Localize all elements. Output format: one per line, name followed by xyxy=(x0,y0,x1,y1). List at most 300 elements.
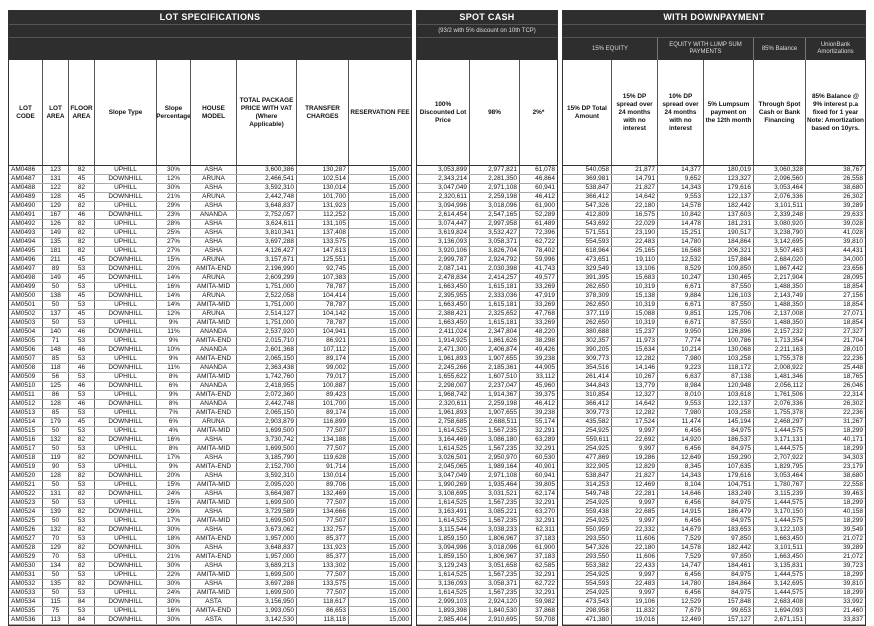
table-row xyxy=(563,499,865,508)
cell-amortization: 18,854 xyxy=(805,319,865,327)
table-row xyxy=(417,382,557,391)
cell-house-model: ARUNA xyxy=(190,274,236,282)
table-row xyxy=(417,391,557,400)
cell-price-98: 2,977,821 xyxy=(469,166,519,174)
cell-floor-area: 53 xyxy=(68,481,94,489)
cell-lot-area: 50 xyxy=(42,301,68,309)
table-row xyxy=(417,490,557,499)
cell-lumpsum-12th-month: 184,864 xyxy=(703,580,753,588)
cell-slope-type: DOWNHILL xyxy=(94,508,156,516)
cell-price-2: 59,996 xyxy=(519,256,557,264)
cell-lot-area: 50 xyxy=(42,427,68,435)
cell-price-2: 61,900 xyxy=(519,544,557,552)
cell-lot-code: AM0534 xyxy=(11,598,36,605)
cell-lot-area: 115 xyxy=(42,598,68,606)
cell-discounted-lot-price: 3,094,996 xyxy=(438,544,467,551)
cell-transfer-charges: 91,714 xyxy=(296,463,348,471)
cell-lot-code: AM0514 xyxy=(11,418,36,425)
cell-spot-cash-or-bank: 1,444,575 xyxy=(753,517,805,525)
cell-spot-cash-or-bank: 3,122,103 xyxy=(753,526,805,534)
cell-lot-code: AM0495 xyxy=(11,247,36,254)
cell-dp-10-spread: 9,553 xyxy=(657,400,703,408)
cell-discounted-lot-price: 1,968,742 xyxy=(438,391,467,398)
cell-dp-10-spread: 7,980 xyxy=(657,355,703,363)
cell-spot-cash-or-bank: 3,101,511 xyxy=(753,202,805,210)
cell-slope-percentage: 21% xyxy=(156,193,190,201)
cell-lot-area: 71 xyxy=(42,337,68,345)
cell-house-model: ANANDA xyxy=(190,211,236,219)
table-row xyxy=(417,535,557,544)
table-row xyxy=(9,265,411,274)
cell-dp-15-spread: 15,138 xyxy=(611,292,657,300)
cell-price-98: 3,532,427 xyxy=(469,229,519,237)
cell-lot-area: 128 xyxy=(42,193,68,201)
table-row xyxy=(9,544,411,553)
cell-dp-10-spread: 14,377 xyxy=(657,166,703,174)
table-row xyxy=(417,256,557,265)
cell-lumpsum-12th-month: 84,975 xyxy=(703,445,753,453)
cell-spot-cash-or-bank: 2,339,248 xyxy=(753,211,805,219)
cell-transfer-charges: 85,377 xyxy=(296,553,348,561)
cell-price-98: 3,018,096 xyxy=(469,202,519,210)
cell-slope-percentage: 8% xyxy=(156,373,190,381)
cell-lot-code: AM0511 xyxy=(11,391,35,398)
cell-dp-10-spread: 10,214 xyxy=(657,346,703,354)
cell-floor-area: 45 xyxy=(68,292,94,300)
cell-spot-cash-or-bank: 1,444,575 xyxy=(753,589,805,597)
cell-dp-10-spread: 9,851 xyxy=(657,310,703,318)
cell-slope-type: UPHILL xyxy=(94,391,156,399)
table-row xyxy=(417,508,557,517)
cell-house-model: AMITA-END xyxy=(190,391,236,399)
cell-price-98: 1,989,164 xyxy=(469,463,519,471)
table-row xyxy=(563,427,865,436)
cell-dp-15-spread: 14,146 xyxy=(611,364,657,372)
cell-dp-10-spread: 6,671 xyxy=(657,319,703,327)
cell-lot-area: 125 xyxy=(42,382,68,390)
cell-discounted-lot-price: 1,859,150 xyxy=(438,553,467,560)
cell-reservation-fee: 15,000 xyxy=(348,418,411,426)
table-row xyxy=(9,598,411,607)
cell-dp-15-spread: 14,642 xyxy=(611,400,657,408)
cell-amortization: 22,236 xyxy=(805,355,865,363)
cell-price-98: 2,414,257 xyxy=(469,274,519,282)
cell-dp-total-amount: 412,809 xyxy=(585,211,609,218)
cell-lumpsum-12th-month: 122,137 xyxy=(703,400,753,408)
table-row xyxy=(563,616,865,625)
cell-discounted-lot-price: 3,053,899 xyxy=(438,166,467,173)
cell-lot-code: AM0496 xyxy=(11,256,36,263)
table-row xyxy=(563,229,865,238)
cell-spot-cash-or-bank: 1,444,575 xyxy=(753,445,805,453)
table-row xyxy=(9,238,411,247)
cell-total-package-price: 3,156,950 xyxy=(236,598,296,606)
cell-price-2: 39,238 xyxy=(519,409,557,417)
cell-price-2: 47,919 xyxy=(519,292,557,300)
cell-dp-10-spread: 6,456 xyxy=(657,517,703,525)
cell-house-model: AMITA-MID xyxy=(190,283,236,291)
cell-amortization: 29,633 xyxy=(805,211,865,219)
cell-amortization: 28,010 xyxy=(805,346,865,354)
cell-slope-percentage: 30% xyxy=(156,580,190,588)
cell-amortization: 18,854 xyxy=(805,283,865,291)
cell-lumpsum-12th-month: 179,616 xyxy=(703,184,753,192)
cell-lot-code: AM0500 xyxy=(11,292,36,299)
table-row xyxy=(417,292,557,301)
table-row xyxy=(9,310,411,319)
cell-floor-area: 53 xyxy=(68,373,94,381)
cell-dp-total-amount: 547,326 xyxy=(585,202,609,209)
cell-dp-total-amount: 559,611 xyxy=(585,436,609,443)
table-row xyxy=(563,517,865,526)
cell-amortization: 22,314 xyxy=(805,391,865,399)
table-row xyxy=(563,400,865,409)
cell-discounted-lot-price: 2,388,421 xyxy=(438,310,467,317)
cell-floor-area: 82 xyxy=(68,247,94,255)
cell-transfer-charges: 92,745 xyxy=(296,265,348,273)
cell-reservation-fee: 15,000 xyxy=(348,166,411,174)
cell-floor-area: 82 xyxy=(68,436,94,444)
cell-slope-type: DOWNHILL xyxy=(94,616,156,624)
table-row xyxy=(9,355,411,364)
cell-house-model: ASHA xyxy=(190,238,236,246)
cell-total-package-price: 2,095,020 xyxy=(236,481,296,489)
cell-dp-10-spread: 6,637 xyxy=(657,373,703,381)
cell-spot-cash-or-bank: 1,780,767 xyxy=(753,481,805,489)
column-header-lumpsum-12th-month: 5% Lumpsum payment on the 12th month xyxy=(703,60,753,165)
cell-price-98: 3,031,521 xyxy=(469,490,519,498)
cell-spot-cash-or-bank: 1,444,575 xyxy=(753,427,805,435)
cell-amortization: 21,460 xyxy=(805,607,865,615)
cell-amortization: 18,854 xyxy=(805,301,865,309)
cell-slope-type: DOWNHILL xyxy=(94,310,156,318)
cell-lot-code: AM0488 xyxy=(11,184,36,191)
cell-total-package-price: 3,697,288 xyxy=(236,238,296,246)
cell-lot-area: 137 xyxy=(42,310,68,318)
cell-price-2: 33,269 xyxy=(519,301,557,309)
cell-dp-15-spread: 23,190 xyxy=(611,229,657,237)
cell-discounted-lot-price: 2,298,007 xyxy=(438,382,467,389)
table-row xyxy=(9,418,411,427)
cell-dp-total-amount: 538,847 xyxy=(585,472,609,479)
table-row xyxy=(563,310,865,319)
cell-lot-code: AM0526 xyxy=(11,526,36,533)
cell-lot-code: AM0515 xyxy=(11,427,36,434)
cell-amortization: 39,028 xyxy=(805,220,865,228)
cell-slope-percentage: 24% xyxy=(156,589,190,597)
cell-slope-type: DOWNHILL xyxy=(94,490,156,498)
cell-transfer-charges: 131,923 xyxy=(296,544,348,552)
cell-amortization: 27,071 xyxy=(805,310,865,318)
table-row xyxy=(417,166,557,175)
table-row xyxy=(9,472,411,481)
cell-price-98: 1,607,510 xyxy=(469,373,519,381)
cell-price-2: 38,298 xyxy=(519,337,557,345)
cell-spot-cash-or-bank: 1,488,350 xyxy=(753,319,805,327)
cell-price-2: 62,585 xyxy=(519,562,557,570)
cell-total-package-price: 2,418,955 xyxy=(236,382,296,390)
cell-total-package-price: 3,157,671 xyxy=(236,256,296,264)
cell-total-package-price: 2,196,990 xyxy=(236,265,296,273)
cell-lumpsum-12th-month: 97,850 xyxy=(703,535,753,543)
cell-price-98: 2,185,361 xyxy=(469,364,519,372)
cell-lot-code: AM0489 xyxy=(11,193,36,200)
cell-slope-percentage: 25% xyxy=(156,229,190,237)
cell-lot-code: AM0536 xyxy=(11,616,36,623)
cell-amortization: 33,837 xyxy=(805,616,865,624)
column-header-transfer-charges: TRANSFER CHARGES xyxy=(296,60,348,165)
cell-price-2: 32,291 xyxy=(519,571,557,579)
cell-house-model: ASHA xyxy=(190,166,236,174)
cell-house-model: ASTA xyxy=(190,616,236,624)
cell-floor-area: 45 xyxy=(68,193,94,201)
cell-lot-code: AM0524 xyxy=(11,508,36,515)
cell-reservation-fee: 15,000 xyxy=(348,400,411,408)
cell-price-2: 59,708 xyxy=(519,616,557,624)
cell-discounted-lot-price: 1,614,525 xyxy=(438,427,467,434)
cell-amortization: 38,680 xyxy=(805,472,865,480)
table-row xyxy=(417,463,557,472)
cell-spot-cash-or-bank: 2,137,008 xyxy=(753,310,805,318)
cell-spot-cash-or-bank: 1,488,350 xyxy=(753,301,805,309)
cell-lot-area: 50 xyxy=(42,445,68,453)
cell-slope-type: UPHILL xyxy=(94,553,156,561)
cell-lot-area: 50 xyxy=(42,571,68,579)
cell-price-2: 60,941 xyxy=(519,184,557,192)
cell-price-2: 61,900 xyxy=(519,202,557,210)
cell-house-model: AMITA-MID xyxy=(190,499,236,507)
cell-slope-type: UPHILL xyxy=(94,607,156,615)
cell-discounted-lot-price: 1,990,269 xyxy=(438,481,467,488)
cell-spot-cash-or-bank: 3,053,464 xyxy=(753,472,805,480)
cell-slope-percentage: 16% xyxy=(156,283,190,291)
cell-lumpsum-12th-month: 123,327 xyxy=(703,175,753,183)
cell-house-model: ASHA xyxy=(190,490,236,498)
cell-lot-area: 128 xyxy=(42,472,68,480)
cell-spot-cash-or-bank: 1,444,575 xyxy=(753,499,805,507)
table-row xyxy=(417,589,557,598)
cell-lot-code: AM0520 xyxy=(11,472,36,479)
cell-transfer-charges: 104,941 xyxy=(296,328,348,336)
cell-dp-10-spread: 14,578 xyxy=(657,202,703,210)
cell-dp-total-amount: 254,925 xyxy=(585,499,609,506)
cell-amortization: 39,463 xyxy=(805,490,865,498)
cell-reservation-fee: 15,000 xyxy=(348,445,411,453)
cell-reservation-fee: 15,000 xyxy=(348,571,411,579)
cell-transfer-charges: 107,112 xyxy=(296,346,348,354)
cell-price-98: 1,567,235 xyxy=(469,427,519,435)
column-header-price-98: 98% xyxy=(469,60,519,165)
table-row xyxy=(417,229,557,238)
cell-slope-percentage: 17% xyxy=(156,454,190,462)
cell-lumpsum-12th-month: 130,465 xyxy=(703,274,753,282)
cell-transfer-charges: 77,507 xyxy=(296,499,348,507)
cell-amortization: 38,680 xyxy=(805,184,865,192)
column-header-dp-total-amount: 15% DP Total Amount xyxy=(567,104,607,120)
cell-reservation-fee: 15,000 xyxy=(348,211,411,219)
cell-lumpsum-12th-month: 186,537 xyxy=(703,436,753,444)
cell-transfer-charges: 107,383 xyxy=(296,274,348,282)
cell-dp-10-spread: 12,469 xyxy=(657,616,703,624)
cell-transfer-charges: 132,757 xyxy=(296,526,348,534)
cell-price-2: 39,805 xyxy=(519,481,557,489)
table-row xyxy=(563,328,865,337)
cell-reservation-fee: 15,000 xyxy=(348,508,411,516)
cell-dp-10-spread: 14,478 xyxy=(657,220,703,228)
cell-slope-type: UPHILL xyxy=(94,283,156,291)
cell-house-model: ASHA xyxy=(190,454,236,462)
cell-price-98: 3,085,221 xyxy=(469,508,519,516)
cell-slope-type: UPHILL xyxy=(94,517,156,525)
cell-slope-type: UPHILL xyxy=(94,319,156,327)
cell-price-98: 1,567,235 xyxy=(469,589,519,597)
cell-floor-area: 82 xyxy=(68,454,94,462)
cell-discounted-lot-price: 3,129,243 xyxy=(438,562,467,569)
cell-dp-total-amount: 354,516 xyxy=(585,364,609,371)
cell-house-model: AMITA-MID xyxy=(190,571,236,579)
table-row xyxy=(9,220,411,229)
cell-floor-area: 53 xyxy=(68,391,94,399)
table-row xyxy=(563,184,865,193)
cell-price-2: 47,768 xyxy=(519,310,557,318)
cell-lot-area: 50 xyxy=(42,481,68,489)
cell-transfer-charges: 116,899 xyxy=(296,418,348,426)
cell-spot-cash-or-bank: 2,157,232 xyxy=(753,328,805,336)
cell-price-98: 2,547,165 xyxy=(469,211,519,219)
downpayment-header-row xyxy=(563,60,865,166)
cell-house-model: AMITA-MID xyxy=(190,589,236,597)
cell-total-package-price: 2,442,748 xyxy=(236,193,296,201)
cell-transfer-charges: 147,613 xyxy=(296,247,348,255)
cell-transfer-charges: 133,575 xyxy=(296,238,348,246)
column-header-floor-area: FLOOR AREA xyxy=(68,60,94,165)
table-row xyxy=(417,310,557,319)
cell-lot-area: 131 xyxy=(42,490,68,498)
cell-floor-area: 82 xyxy=(68,166,94,174)
cell-lot-area: 122 xyxy=(42,184,68,192)
cell-lumpsum-12th-month: 157,884 xyxy=(703,256,753,264)
cell-discounted-lot-price: 2,985,404 xyxy=(438,616,467,623)
cell-lumpsum-12th-month: 183,653 xyxy=(703,526,753,534)
cell-amortization: 23,656 xyxy=(805,265,865,273)
cell-price-98: 1,840,530 xyxy=(469,607,519,615)
lot-table-body xyxy=(9,166,411,625)
cell-floor-area: 82 xyxy=(68,562,94,570)
cell-floor-area: 46 xyxy=(68,400,94,408)
cell-total-package-price: 1,699,500 xyxy=(236,589,296,597)
cell-dp-15-spread: 9,997 xyxy=(611,427,657,435)
cell-total-package-price: 2,514,127 xyxy=(236,310,296,318)
cell-total-package-price: 2,363,438 xyxy=(236,364,296,372)
cell-reservation-fee: 15,000 xyxy=(348,535,411,543)
cell-total-package-price: 1,699,500 xyxy=(236,571,296,579)
cell-lot-code: AM0505 xyxy=(11,337,36,344)
column-header-amortization: 85% Balance @ 9% interest p.a fixed for 1 year Note: Amortization based on 10yrs. xyxy=(805,60,865,165)
cell-price-2: 61,078 xyxy=(519,166,557,174)
cell-transfer-charges: 134,666 xyxy=(296,508,348,516)
cell-lot-code: AM0502 xyxy=(11,310,36,317)
cell-transfer-charges: 78,787 xyxy=(296,283,348,291)
cell-house-model: ASHA xyxy=(190,220,236,228)
table-row xyxy=(417,283,557,292)
cell-reservation-fee: 15,000 xyxy=(348,382,411,390)
cell-dp-10-spread: 14,920 xyxy=(657,436,703,444)
table-row xyxy=(563,238,865,247)
cell-slope-type: UPHILL xyxy=(94,166,156,174)
cell-lot-code: AM0509 xyxy=(11,373,36,380)
cell-dp-total-amount: 571,551 xyxy=(585,229,609,236)
cell-spot-cash-or-bank: 1,663,450 xyxy=(753,553,805,561)
table-row xyxy=(563,598,865,607)
cell-amortization: 21,704 xyxy=(805,337,865,345)
cell-lot-area: 50 xyxy=(42,319,68,327)
cell-reservation-fee: 15,000 xyxy=(348,265,411,273)
cell-dp-total-amount: 477,869 xyxy=(585,454,609,461)
downpayment-subtitle xyxy=(563,24,865,37)
cell-floor-area: 53 xyxy=(68,517,94,525)
table-row xyxy=(563,481,865,490)
cell-slope-type: DOWNHILL xyxy=(94,211,156,219)
cell-reservation-fee: 15,000 xyxy=(348,283,411,291)
cell-slope-type: DOWNHILL xyxy=(94,562,156,570)
cell-lumpsum-12th-month: 186,479 xyxy=(703,508,753,516)
cell-total-package-price: 3,142,530 xyxy=(236,616,296,624)
cell-spot-cash-or-bank: 2,683,408 xyxy=(753,598,805,606)
cell-price-98: 1,806,967 xyxy=(469,535,519,543)
cell-transfer-charges: 104,414 xyxy=(296,292,348,300)
cell-reservation-fee: 15,000 xyxy=(348,238,411,246)
cell-dp-15-spread: 22,692 xyxy=(611,436,657,444)
cell-house-model: ASHA xyxy=(190,562,236,570)
cell-total-package-price: 3,600,386 xyxy=(236,166,296,174)
cell-price-2: 55,174 xyxy=(519,418,557,426)
cell-lot-code: AM0501 xyxy=(11,301,36,308)
cell-slope-percentage: 29% xyxy=(156,202,190,210)
cell-dp-15-spread: 11,973 xyxy=(611,337,657,345)
cell-reservation-fee: 15,000 xyxy=(348,490,411,498)
cell-price-2: 62,311 xyxy=(519,526,557,534)
cell-total-package-price: 2,152,700 xyxy=(236,463,296,471)
cell-reservation-fee: 15,000 xyxy=(348,454,411,462)
table-row xyxy=(417,580,557,589)
cell-house-model: ASHA xyxy=(190,247,236,255)
cell-dp-15-spread: 22,180 xyxy=(611,544,657,552)
cell-dp-10-spread: 9,553 xyxy=(657,193,703,201)
cell-dp-10-spread: 12,649 xyxy=(657,454,703,462)
cell-dp-15-spread: 21,827 xyxy=(611,472,657,480)
cell-spot-cash-or-bank: 3,060,328 xyxy=(753,166,805,174)
table-row xyxy=(9,589,411,598)
cell-dp-15-spread: 19,106 xyxy=(611,598,657,606)
cell-total-package-price: 1,699,500 xyxy=(236,499,296,507)
cell-transfer-charges: 77,507 xyxy=(296,589,348,597)
cell-floor-area: 82 xyxy=(68,184,94,192)
cell-house-model: ASHA xyxy=(190,202,236,210)
cell-house-model: ARUNA xyxy=(190,418,236,426)
cell-slope-type: UPHILL xyxy=(94,247,156,255)
cell-dp-total-amount: 366,412 xyxy=(585,193,609,200)
column-header-reservation-fee: RESERVATION FEE xyxy=(348,60,411,165)
table-row xyxy=(9,481,411,490)
cell-transfer-charges: 101,700 xyxy=(296,193,348,201)
cell-lumpsum-12th-month: 130,068 xyxy=(703,346,753,354)
cell-slope-type: UPHILL xyxy=(94,571,156,579)
cell-transfer-charges: 89,423 xyxy=(296,391,348,399)
cell-spot-cash-or-bank: 2,684,020 xyxy=(753,256,805,264)
cell-dp-10-spread: 8,345 xyxy=(657,463,703,471)
cell-reservation-fee: 15,000 xyxy=(348,229,411,237)
cell-slope-percentage: 24% xyxy=(156,490,190,498)
